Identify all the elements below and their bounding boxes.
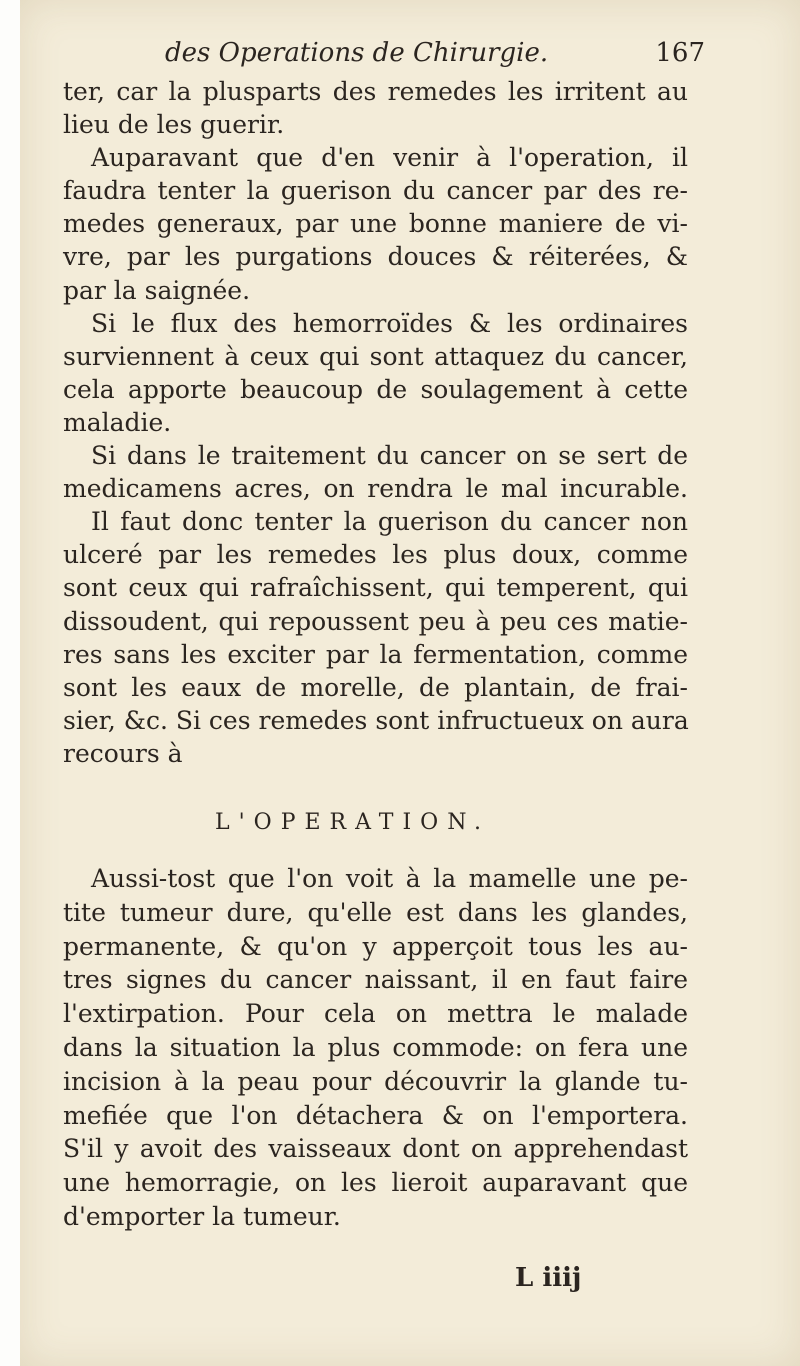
- text-line: recours à: [63, 738, 183, 768]
- text-line: Si le flux des hemorroïdes & les ordinaires: [91, 308, 688, 338]
- text-line: tres signes du cancer naissant, il en faut faire: [63, 965, 688, 995]
- text-line: sont ceux qui rafraîchissent, qui temperent, qui: [63, 573, 688, 603]
- section-heading: L'OPERATION.: [215, 810, 491, 835]
- text-line: lieu de les guerir.: [63, 110, 285, 140]
- text-line: ulceré par les remedes les plus doux, comme: [63, 540, 688, 570]
- text-line: surviennent à ceux qui sont attaquez du cancer,: [63, 341, 688, 371]
- text-line: res sans les exciter par la fermentation, comme: [63, 639, 688, 669]
- page-edge: [0, 0, 20, 1366]
- text-line: mefiée que l'on détachera & on l'emportera.: [63, 1100, 688, 1130]
- text-line: Aussi-tost que l'on voit à la mamelle une pe-: [91, 864, 688, 893]
- text-line: Auparavant que d'en venir à l'operation, il: [91, 143, 688, 173]
- text-line: maladie.: [63, 407, 172, 437]
- running-header: [165, 38, 705, 78]
- text-line: vre, par les purgations douces & réiterées, &: [63, 242, 688, 272]
- page-number: 167: [655, 38, 705, 68]
- text-line: sont les eaux de morelle, de plantain, de frai-: [63, 672, 688, 702]
- text-line: permanente, & qu'on y apperçoit tous les au-: [63, 931, 688, 961]
- text-line: une hemorragie, on les lieroit auparavant que: [63, 1168, 688, 1198]
- text-line: medes generaux, par une bonne maniere de vi-: [63, 209, 688, 239]
- text-line: d'emporter la tumeur.: [63, 1201, 341, 1231]
- text-line: Il faut donc tenter la guerison du cancer non: [91, 507, 688, 537]
- text-line: dissoudent, qui repoussent peu à peu ces matie-: [63, 606, 688, 636]
- text-line: medicamens acres, on rendra le mal incurable.: [63, 474, 688, 504]
- text-line: Si dans le traitement du cancer on se sert de: [91, 441, 688, 471]
- text-line: S'il y avoit des vaisseaux dont on apprehendast: [63, 1134, 688, 1164]
- body-text-2: [63, 862, 688, 1234]
- text-line: faudra tenter la guerison du cancer par des re-: [63, 176, 688, 206]
- text-line: incision à la peau pour découvrir la glande tu-: [63, 1066, 688, 1096]
- body-text-1: [63, 75, 688, 770]
- text-line: par la saignée.: [63, 275, 251, 305]
- text-line: l'extirpation. Pour cela on mettra le malade: [63, 999, 688, 1029]
- text-line: dans la situation la plus commode: on fera une: [63, 1032, 688, 1062]
- text-line: sier, &c. Si ces remedes sont infructueux on aura: [63, 705, 689, 735]
- running-title: des Operations de Chirurgie.: [165, 38, 549, 68]
- signature-mark: L iiij: [515, 1263, 582, 1293]
- text-line: tite tumeur dure, qu'elle est dans les glandes,: [63, 897, 688, 927]
- text-line: cela apporte beaucoup de soulagement à cette: [63, 374, 688, 404]
- text-line: ter, car la plusparts des remedes les irritent au: [63, 77, 688, 106]
